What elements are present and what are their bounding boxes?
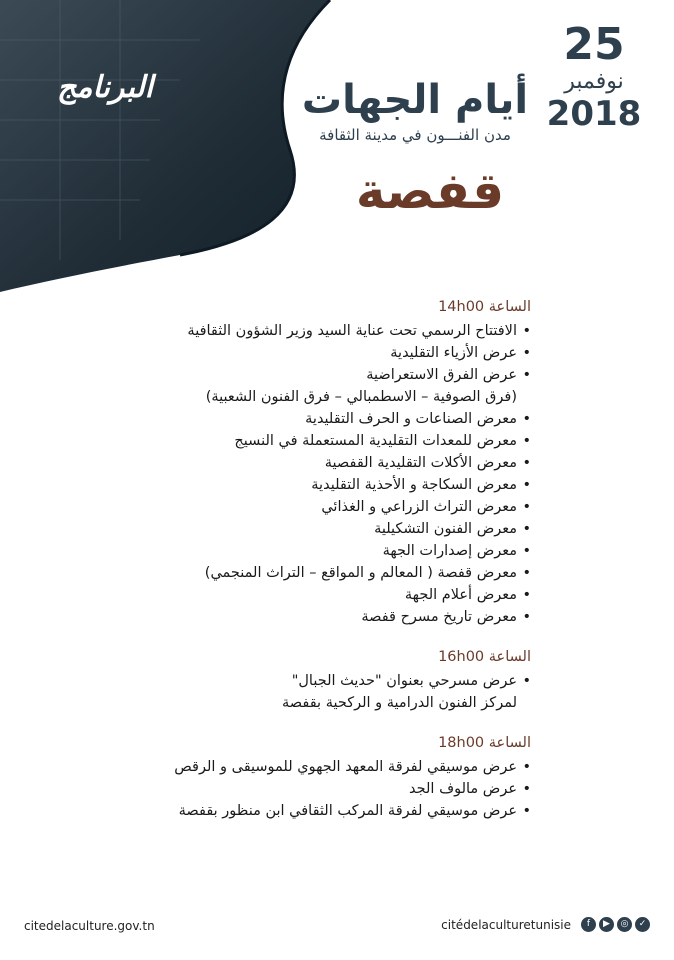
instagram-icon: ◎: [617, 917, 632, 932]
schedule-item: لمركز الفنون الدرامية و الركحية بقفصة: [282, 695, 517, 711]
schedule-item: • معرض الأكلات التقليدية القفصية: [131, 452, 531, 474]
date-year: 2018: [546, 94, 642, 134]
schedule-item: • عرض مسرحي بعنوان "حديث الجبال": [131, 670, 531, 692]
facebook-icon: f: [581, 917, 596, 932]
schedule-item: • عرض مالوف الجد: [131, 778, 531, 800]
schedule-item: • معرض قفصة ( المعالم و المواقع – التراث المنجمي): [131, 562, 531, 584]
footer-website: citedelaculture.gov.tn: [24, 919, 155, 933]
schedule-item: • معرض الفنون التشكيلية: [131, 518, 531, 540]
schedule-item: • معرض للمعدات التقليدية المستعملة في النسيج: [131, 430, 531, 452]
city-name: قفصة: [355, 162, 505, 220]
schedule-item: (فرق الصوفية – الاسطمبالي – فرق الفنون الشعبية): [205, 389, 517, 405]
schedule-item: • معرض أعلام الجهة: [131, 584, 531, 606]
section-time: الساعة 16h00: [438, 649, 531, 665]
event-date: [534, 19, 654, 134]
event-subtitle: مدن الفنـــون في مدينة الثقافة: [319, 126, 511, 144]
social-icons: [581, 917, 650, 932]
program-label: البرنامج: [56, 70, 153, 105]
schedule-section: [131, 646, 531, 714]
youtube-icon: ▶: [599, 917, 614, 932]
schedule-section: [131, 732, 531, 822]
schedule-section: [131, 296, 531, 628]
date-day: 25: [563, 19, 625, 70]
schedule-item: • معرض الصناعات و الحرف التقليدية: [131, 408, 531, 430]
schedule-item: • عرض الأزياء التقليدية: [131, 342, 531, 364]
schedule-item: • معرض إصدارات الجهة: [131, 540, 531, 562]
schedule-item: • عرض الفرق الاستعراضية: [131, 364, 531, 386]
twitter-icon: ✓: [635, 917, 650, 932]
section-time: الساعة 18h00: [438, 735, 531, 751]
schedule-item: • معرض السكاجة و الأحذية التقليدية: [131, 474, 531, 496]
footer-social: [441, 917, 650, 932]
schedule-item: • عرض موسيقي لفرقة المركب الثقافي ابن منظور بقفصة: [131, 800, 531, 822]
event-title: أيام الجهات: [301, 77, 529, 123]
schedule-item: • معرض التراث الزراعي و الغذائي: [131, 496, 531, 518]
date-month: نوفمبر: [564, 69, 624, 94]
footer-handle: citédelaculturetunisie: [441, 917, 571, 932]
schedule-item: • معرض تاريخ مسرح قفصة: [131, 606, 531, 628]
schedule-item: • عرض موسيقي لفرقة المعهد الجهوي للموسيقى و الرقص: [131, 756, 531, 778]
schedule-item: • الافتتاح الرسمي تحت عناية السيد وزير الشؤون الثقافية: [131, 320, 531, 342]
section-time: الساعة 14h00: [438, 299, 531, 315]
program-schedule: [131, 296, 531, 840]
